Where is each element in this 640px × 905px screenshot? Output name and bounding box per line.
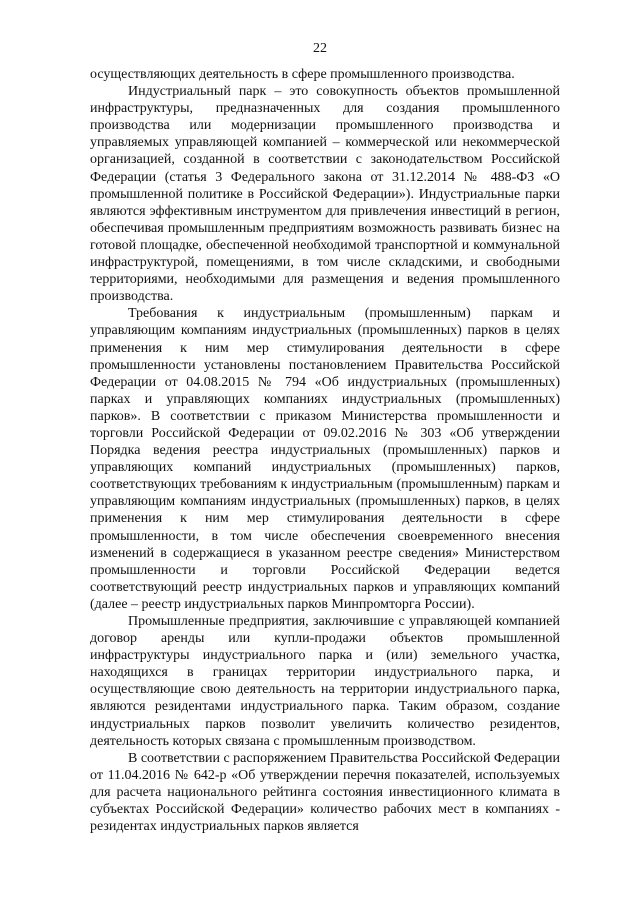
paragraph-continuation: осуществляющих деятельность в сфере промышленного производства. [90,67,515,82]
body-text [90,66,560,835]
page-number: 22 [313,41,327,56]
paragraph-residents: Промышленные предприятия, заключившие с управляющей компанией договор аренды или купли-продажи объектов промышленной инфраструктуры индустриального парка и (или) земельного участка, находящихся в границах территории индустриального парка, и осуществляющие свою деятельность на территории индустриального парка, являются резидентами индустриального парка. Таким образом, создание индустриальных парков позволит увеличить количество резидентов, деятельность которых связана с промышленным производством. [90,614,560,749]
paragraph-industrial-park-definition: Индустриальный парк – это совокупность объектов промышленной инфраструктуры, предназначенных для создания промышленного производства или модернизации промышленного производства и управляемых управляющей компанией – коммерческой или некоммерческой организацией, созданной в соответствии с законодательством Российской Федерации (статья 3 Федерального закона от 31.12.2014 № 488-ФЗ «О промышленной политике в Российской Федерации»). Индустриальные парки являются эффективным инструментом для привлечения инвестиций в регион, обеспечивая промышленным предприятиям возможность развивать бизнес на готовой площадке, обеспеченной необходимой транспортной и коммунальной инфраструктурой, помещениями, в том числе складскими, и свободными территориями, необходимыми для размещения и ведения промышленного производства. [90,84,560,305]
paragraph-rating-indicators: В соответствии с распоряжением Правительства Российской Федерации от 11.04.2016 № 642-р «Об утверждении перечня показателей, используемых для расчета национального рейтинга состояния инвестиционного климата в субъектах Российской Федерации» количество рабочих мест в компаниях - резидентах индустриальных парков является [90,750,560,835]
paragraph-requirements: Требования к индустриальным (промышленным) паркам и управляющим компаниям индустриальных (промышленных) парков в целях применения к ним мер стимулирования деятельности в сфере промышленности установлены постановлением Правительства Российской Федерации от 04.08.2015 № 794 «Об индустриальных (промышленных) парках и управляющих компаниях индустриальных (промышленных) парков». В соответствии с приказом Министерства промышленности и торговли Российской Федерации от 09.02.2016 № 303 «Об утверждении Порядка ведения реестра индустриальных (промышленных) парков и управляющих компаний индустриальных (промышленных) парков, соответствующих требованиям к индустриальным (промышленным) паркам и управляющим компаниям индустриальных (промышленных) парков, в целях применения к ним мер стимулирования деятельности в сфере промышленности, в том числе обеспечения своевременного внесения изменений в содержащиеся в указанном реестре сведения» Министерством промышленности и торговли Российской Федерации ведется соответствующий реестр индустриальных парков и управляющих компаний (далее – реестр индустриальных парков Минпромторга России). [90,306,560,612]
